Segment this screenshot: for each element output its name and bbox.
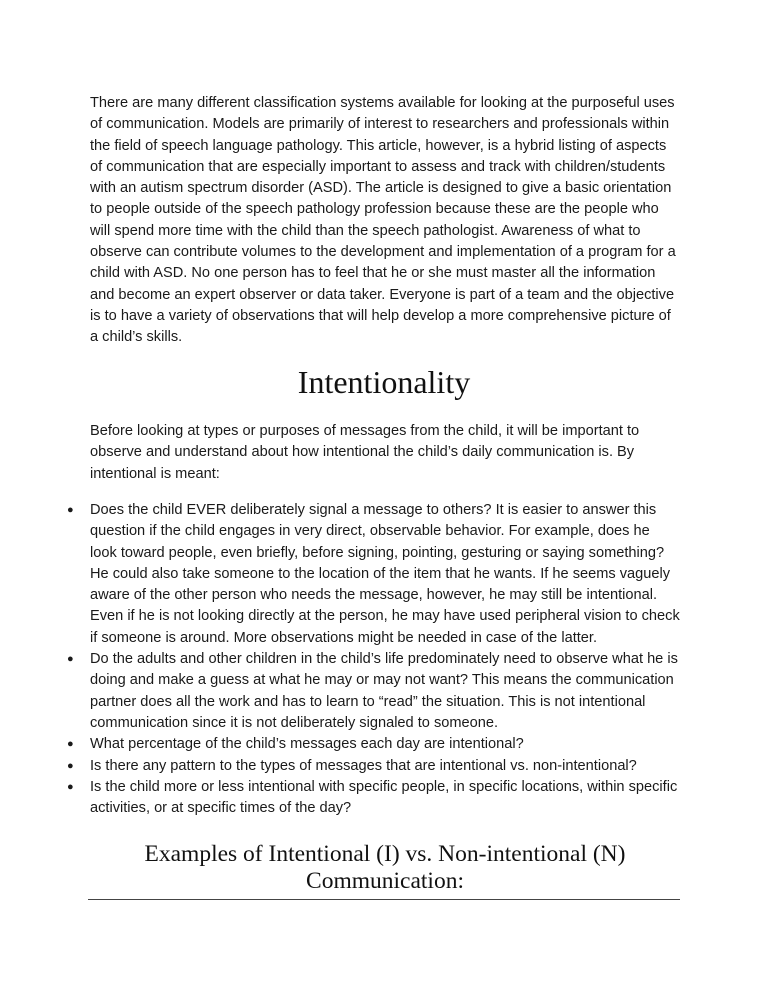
horizontal-divider <box>88 899 680 900</box>
list-item-text: Is there any pattern to the types of messages that are intentional vs. non-intentional? <box>90 757 637 774</box>
list-item-text: Do the adults and other children in the child’s life predominately need to observe what he is doing and make a guess at what he may or may not want? This means the communication partner does all the work and has to learn to “read” the situation. This is not intentional communication since it is not deliberately signaled to someone. <box>90 651 678 731</box>
list-item <box>0 756 680 777</box>
list-item <box>0 500 680 649</box>
list-item <box>0 777 680 820</box>
list-item <box>0 734 680 755</box>
list-item-text: What percentage of the child’s messages each day are intentional? <box>90 736 524 753</box>
list-item-text: Does the child EVER deliberately signal a message to others? It is easier to answer this question if the child engages in very direct, observable behavior. For example, does he look toward people, even briefly, before signing, pointing, gesturing or saying something? He could also take someone to the location of the item that he wants. If he seems vaguely aware of the other person who needs the message, however, he may still be intentional. Even if he is not looking directly at the person, he may have used peripheral vision to check if someone is around. More observations might be needed in case of the latter. <box>90 502 680 646</box>
bullet-icon: ● <box>67 653 74 666</box>
bullet-icon: ● <box>67 759 74 772</box>
list-item <box>0 649 680 734</box>
intentionality-lead-paragraph: Before looking at types or purposes of messages from the child, it will be important to observe and understand about how intentional the child’s daily communication is. By intentional is meant: <box>90 423 640 482</box>
bullet-icon: ● <box>67 780 74 793</box>
examples-heading: Examples of Intentional (I) vs. Non-intentional (N) Communication: <box>144 841 626 894</box>
bullet-icon: ● <box>67 738 74 751</box>
list-item-text: Is the child more or less intentional with specific people, in specific locations, within specific activities, or at specific times of the day? <box>90 778 678 817</box>
intentionality-heading: Intentionality <box>297 364 471 400</box>
bullet-icon: ● <box>67 504 74 516</box>
intentionality-question-list <box>0 500 768 819</box>
intro-paragraph: There are many different classification systems available for looking at the purposeful uses of communication. Models are primarily of interest to researchers and professionals within the field of speech language pathology. This article, however, is a hybrid listing of aspects of communication that are especially important to assess and track with children/students with an autism spectrum disorder (ASD). The article is designed to give a basic orientation to people outside of the speech pathology profession because these are the people who will spend more time with the child than the speech pathologist. Awareness of what to observe can contribute volumes to the development and implementation of a program for a child with ASD. No one person has to feel that he or she must master all the information and become an expert observer or data taker. Everyone is part of a team and the objective is to have a variety of observations that will help develop a more comprehensive picture of a child’s skills. <box>90 95 676 346</box>
